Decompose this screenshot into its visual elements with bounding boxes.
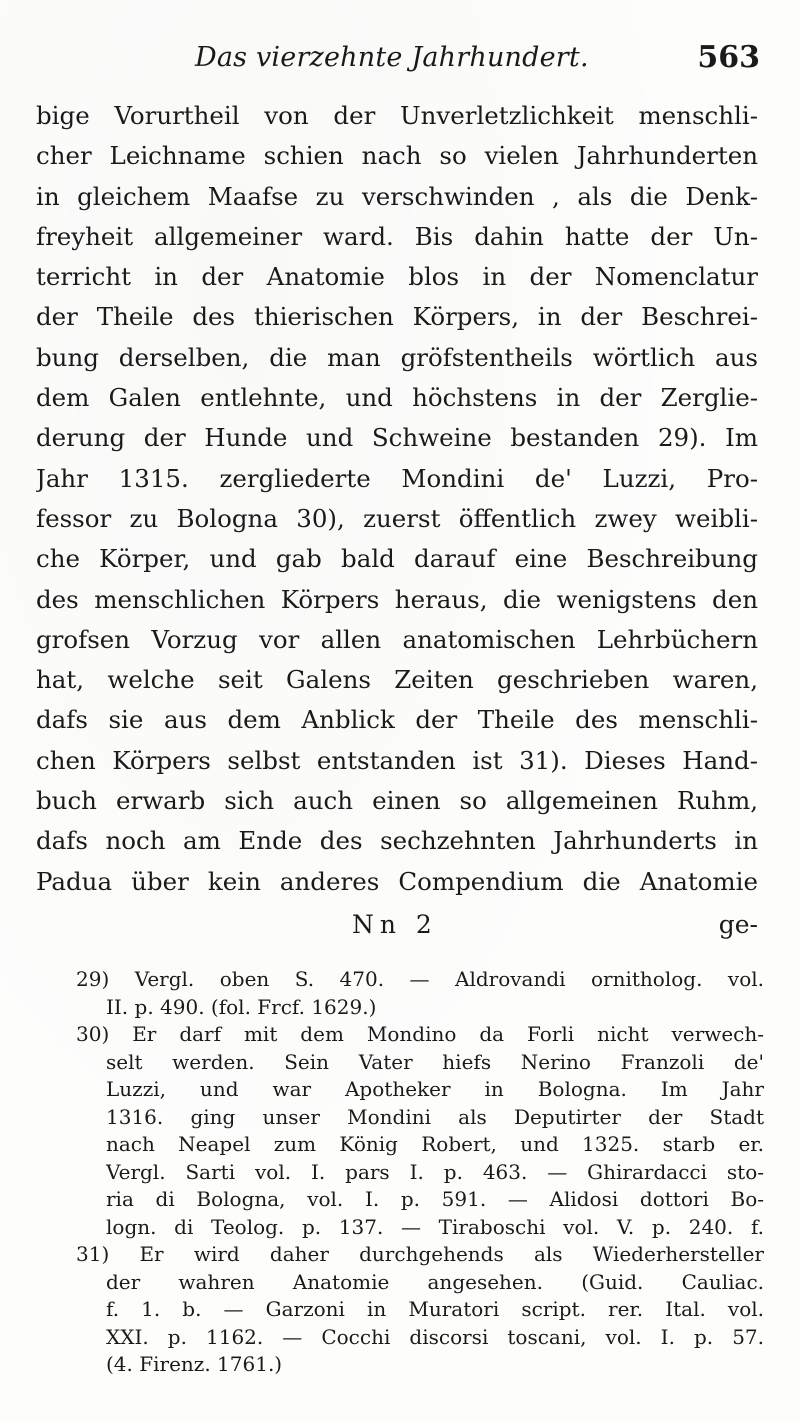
body-line: derung der Hunde und Schweine bestanden 29). Im [36, 423, 758, 453]
footnote-31-line: (4. Firenz. 1761.) [106, 1352, 283, 1376]
signature-mark: Nn 2 [352, 910, 438, 939]
footnote-29-line: II. p. 490. (fol. Frcf. 1629.) [106, 994, 377, 1019]
body-line: buch erwarb sich auch einen so allgemeinen Ruhm, [36, 786, 758, 816]
footnote-30-line: ria di Bologna, vol. I. p. 591. — Alidosi dottori Bo- [106, 1187, 764, 1211]
body-line: dem Galen entlehnte, und höchstens in der Zerglie- [36, 383, 758, 413]
running-title: Das vierzehnte Jahrhundert. [195, 42, 589, 73]
body-line: der Theile des thierischen Körpers, in der Beschrei- [36, 302, 758, 332]
footnotes [36, 966, 764, 1379]
body-line: chen Körpers selbst entstanden ist 31). Dieses Hand- [36, 745, 758, 775]
body-line: dafs sie aus dem Anblick der Theile des menschli- [36, 705, 758, 735]
footnote-31-line: f. 1. b. — Garzoni in Muratori script. rer. Ital. vol. [106, 1297, 764, 1321]
footnote-30-line: Luzzi, und war Apotheker in Bologna. Im Jahr [106, 1077, 764, 1101]
body-text [36, 96, 758, 902]
body-line: Jahr 1315. zergliederte Mondini de' Luzzi, Pro- [36, 463, 758, 493]
footnote-30-line: 30) Er darf mit dem Mondino da Forli nicht verwech- [76, 1022, 764, 1046]
running-head [40, 38, 760, 82]
footnote-30-line: Vergl. Sarti vol. I. pars I. p. 463. — Ghirardacci sto- [106, 1159, 764, 1184]
footnote-30-line: selt werden. Sein Vater hiefs Nerino Franzoli de' [106, 1049, 764, 1074]
body-line: che Körper, und gab bald darauf eine Beschreibung [36, 544, 758, 574]
footnote-30-line: nach Neapel zum König Robert, und 1325. starb er. [106, 1132, 764, 1156]
body-line: bige Vorurtheil von der Unverletzlichkeit menschli- [36, 101, 758, 130]
page-number: 563 [697, 40, 760, 75]
body-line: hat, welche seit Galens Zeiten geschrieben waren, [36, 665, 758, 695]
body-line: des menschlichen Körpers heraus, die wenigstens den [36, 584, 758, 614]
body-line: in gleichem Maafse zu verschwinden , als die Denk- [36, 181, 758, 211]
body-line: terricht in der Anatomie blos in der Nomenclatur [36, 262, 758, 292]
footnote-30-line: 1316. ging unser Mondini als Deputirter der Stadt [106, 1104, 764, 1129]
body-line: Padua über kein anderes Compendium die Anatomie [36, 866, 758, 896]
catchword: ge- [718, 910, 758, 939]
body-line: grofsen Vorzug vor allen anatomischen Lehrbüchern [36, 624, 758, 654]
footnote-31-line: 31) Er wird daher durchgehends als Wiederhersteller [76, 1242, 764, 1266]
footnote-31-line: XXI. p. 1162. — Cocchi discorsi toscani, vol. I. p. 57. [106, 1324, 764, 1349]
body-line: fessor zu Bologna 30), zuerst öffentlich zwey weibli- [36, 503, 758, 533]
body-line: cher Leichname schien nach so vielen Jahrhunderten [36, 141, 758, 171]
body-line: dafs noch am Ende des sechzehnten Jahrhunderts in [36, 826, 758, 856]
signature-line [36, 910, 758, 946]
footnote-29-line: 29) Vergl. oben S. 470. — Aldrovandi ornitholog. vol. [76, 967, 764, 991]
footnote-30-line: logn. di Teolog. p. 137. — Tiraboschi vol. V. p. 240. f. [106, 1214, 764, 1239]
body-line: bung derselben, die man gröfstentheils wörtlich aus [36, 342, 758, 372]
footnote-31-line: der wahren Anatomie angesehen. (Guid. Cauliac. [106, 1269, 764, 1294]
body-line: freyheit allgemeiner ward. Bis dahin hatte der Un- [36, 221, 758, 251]
